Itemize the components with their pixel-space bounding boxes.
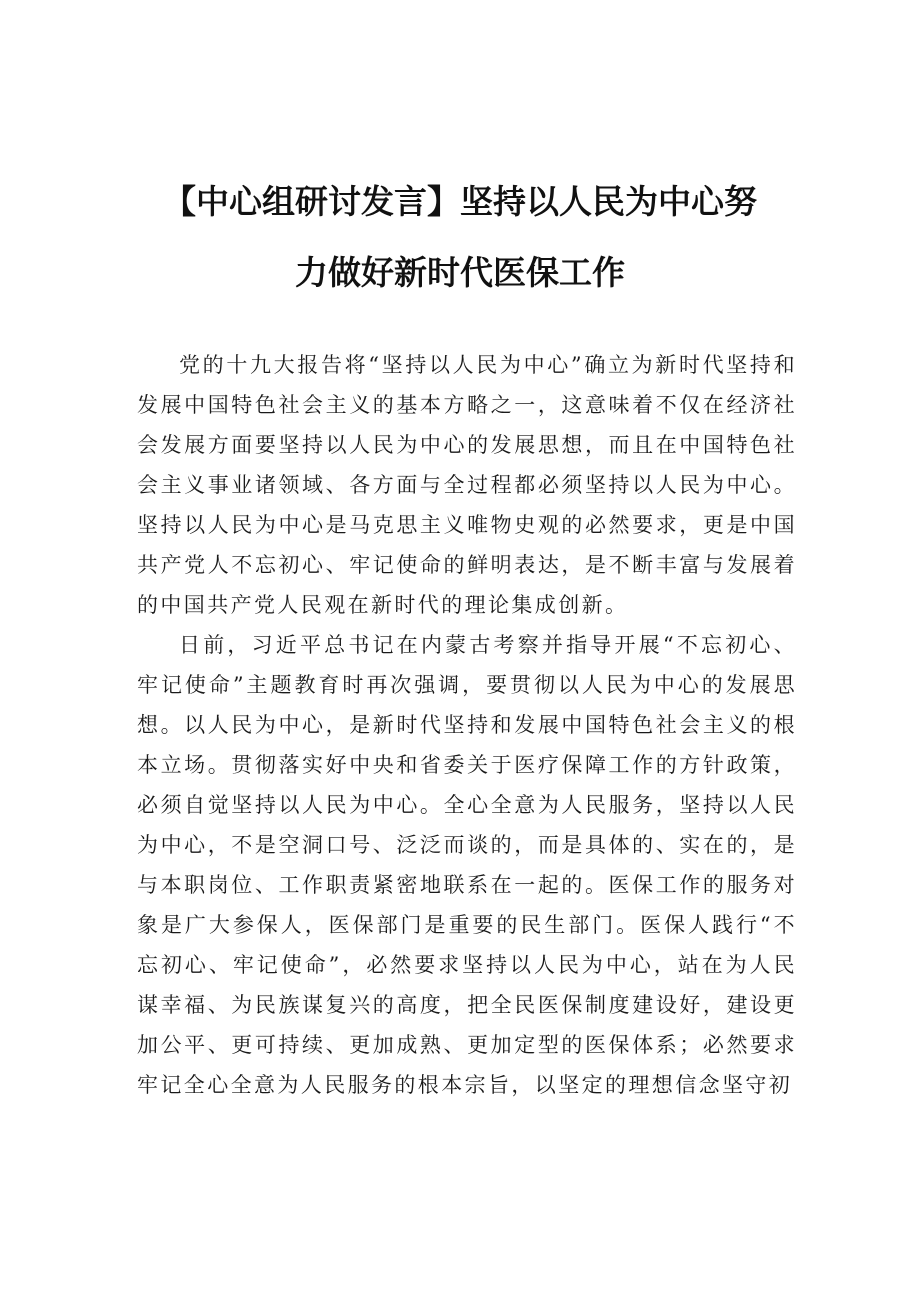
- document-title-line-2: 力做好新时代医保工作: [295, 253, 625, 292]
- paragraph-2: 日前，习近平总书记在内蒙古考察并指导开展“不忘初心、牢记使命”主题教育时再次强调，要贯彻以人民为中心的发展思想。以人民为中心，是新时代坚持和发展中国特色社会主义的根本立场。贯彻落实好中央和省委关于医疗保障工作的方针政策，必须自觉坚持以人民为中心。全心全意为人民服务，坚持以人民为中心，不是空洞口号、泛泛而谈的，而是具体的、实在的，是与本职岗位、工作职责紧密地联系在一起的。医保工作的服务对象是广大参保人，医保部门是重要的民生部门。医保人践行“不忘初心、牢记使命”，必然要求坚持以人民为中心，站在为人民谋幸福、为民族谋复兴的高度，把全民医保制度建设好，建设更加公平、更可持续、更加成熟、更加定型的医保体系；必然要求牢记全心全意为人民服务的根本宗旨，以坚定的理想信念坚守初: [137, 633, 797, 1097]
- paragraph-1: 党的十九大报告将“坚持以人民为中心”确立为新时代坚持和发展中国特色社会主义的基本方略之一，这意味着不仅在经济社会发展方面要坚持以人民为中心的发展思想，而且在中国特色社会主义事业诸领域、各方面与全过程都必须坚持以人民为中心。坚持以人民为中心是马克思主义唯物史观的必然要求，更是中国共产党人不忘初心、牢记使命的鲜明表达，是不断丰富与发展着的中国共产党人民观在新时代的理论集成创新。: [137, 353, 797, 617]
- document-body: [137, 345, 797, 1105]
- document-title-line-1: 【中心组研讨发言】坚持以人民为中心努: [163, 182, 757, 221]
